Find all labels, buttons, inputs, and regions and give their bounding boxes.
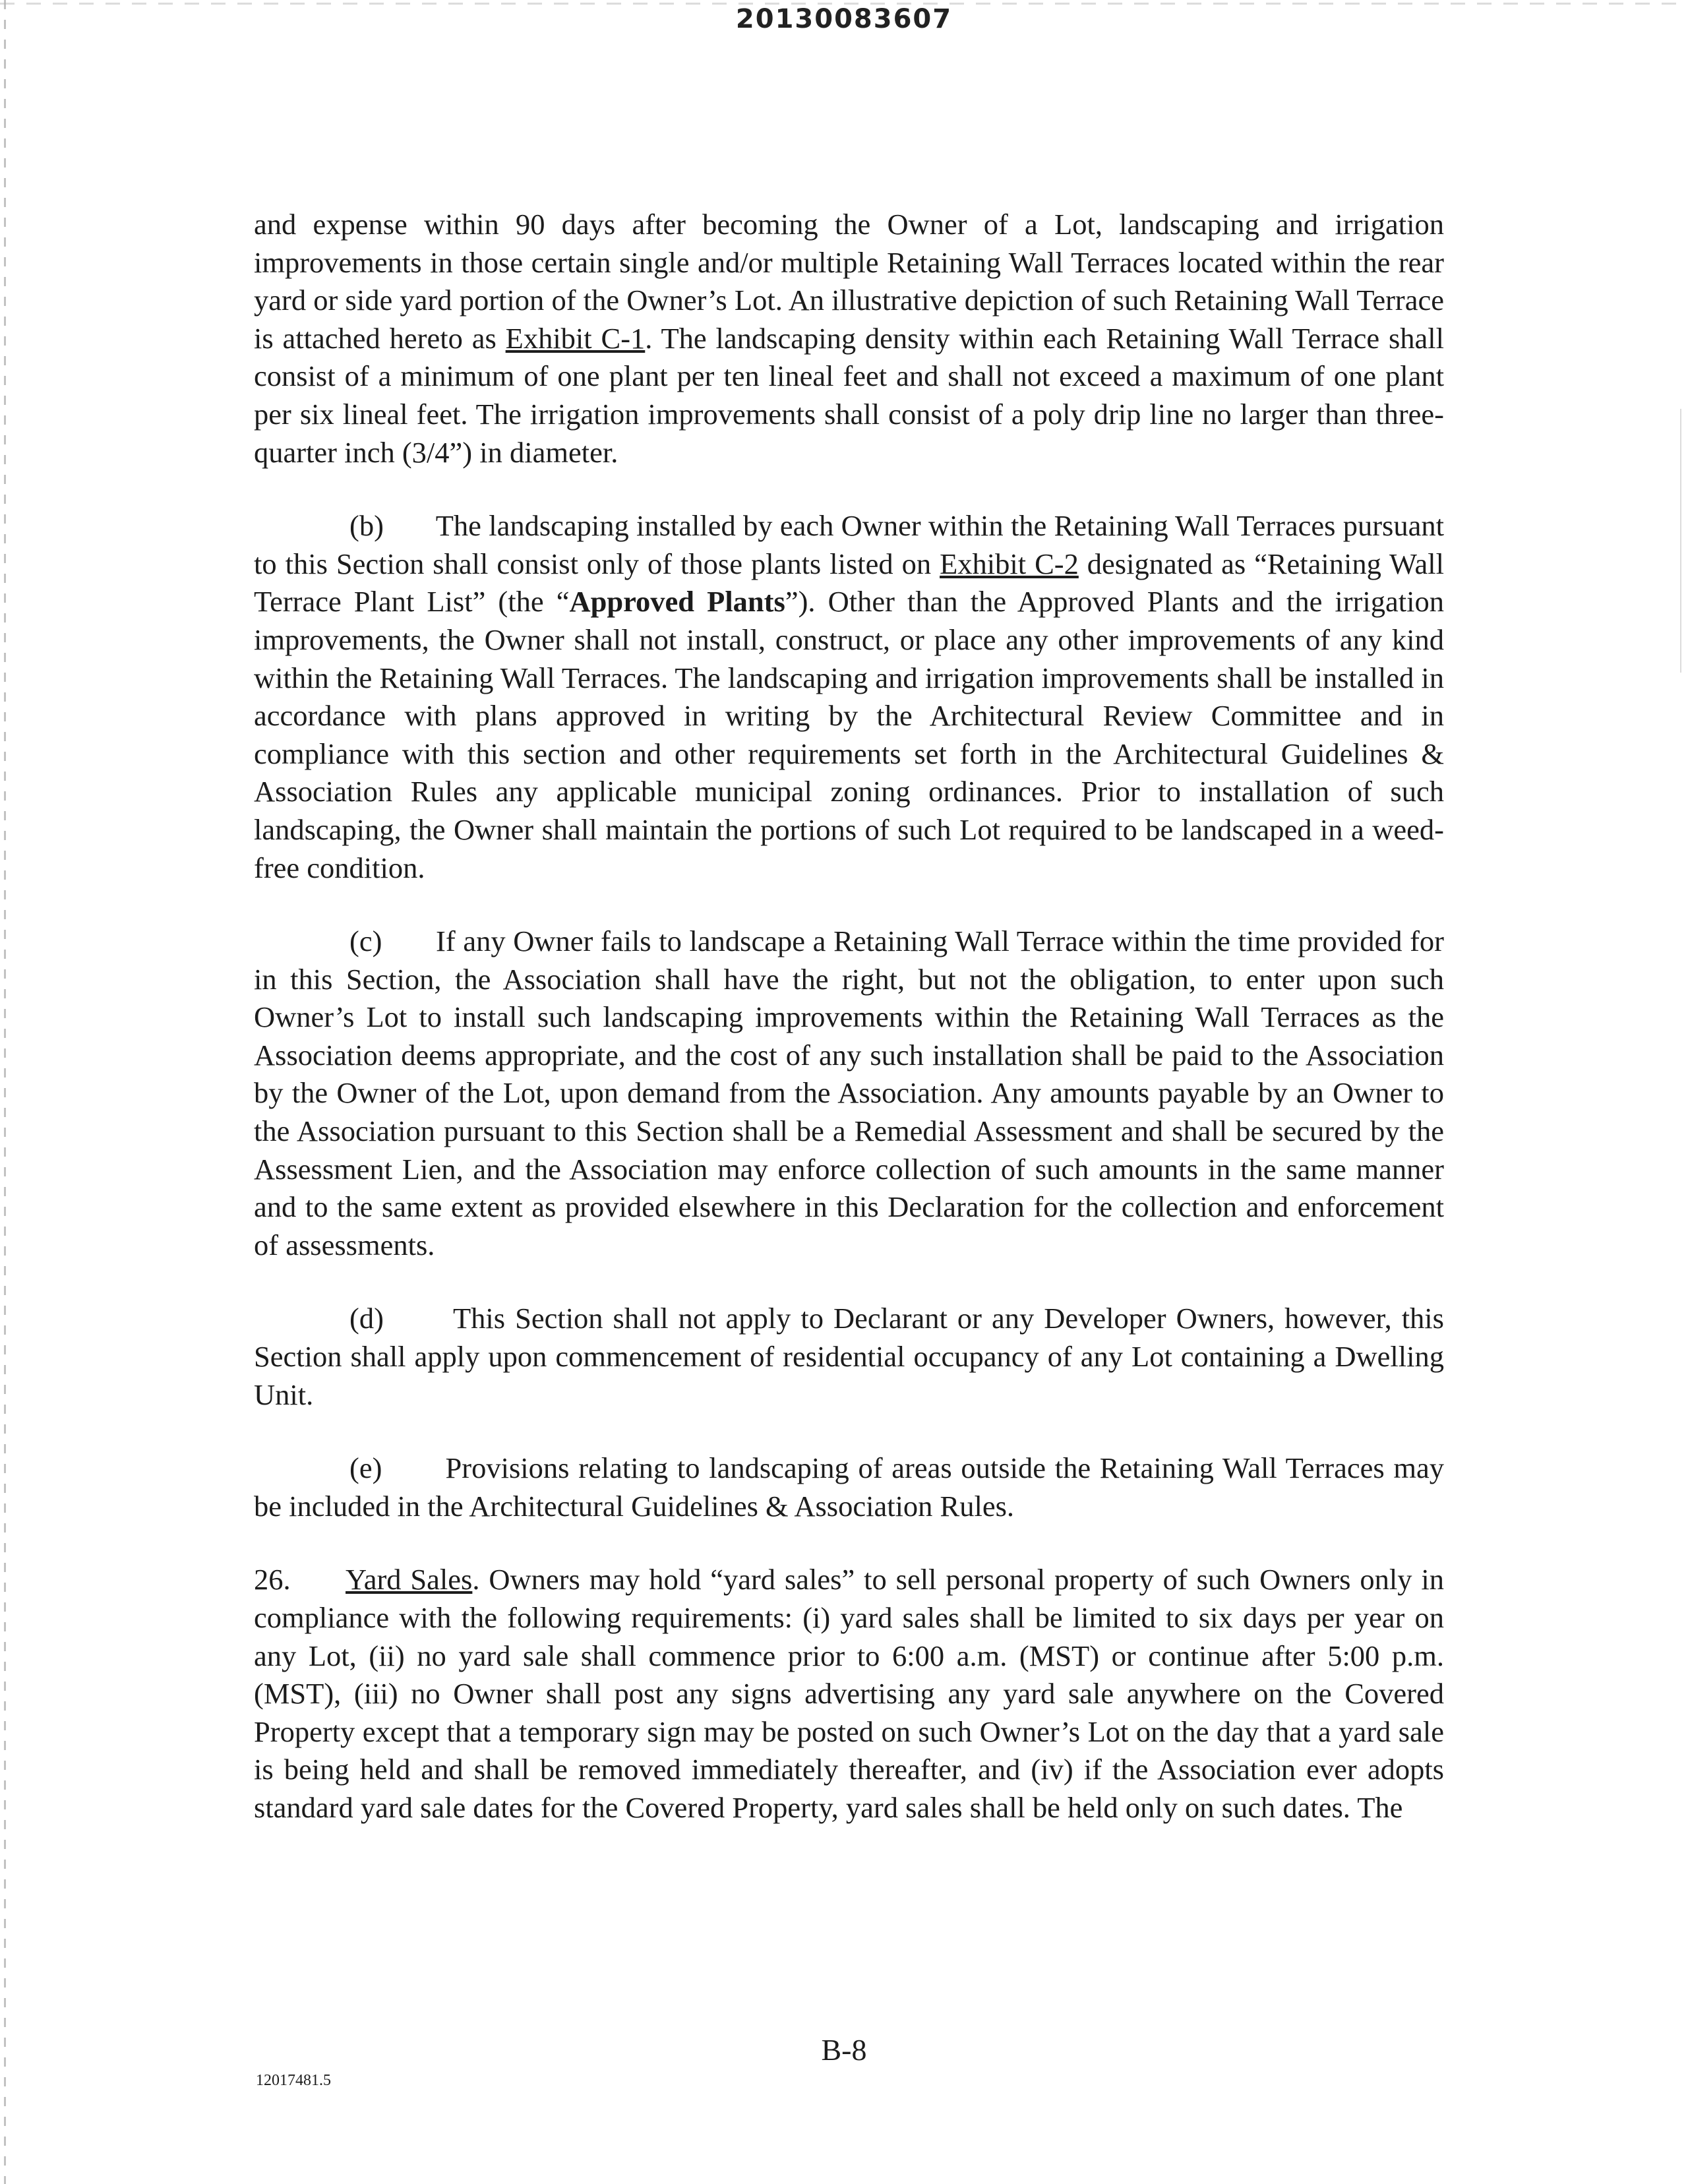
paragraph-c-text: If any Owner fails to landscape a Retaining Wall Terrace within the time provided for in this Section, the Association shall have the right, but not the obligation, to enter upon such Owner’s Lot to install such landscaping improvements within the Retaining Wall Terraces as the Association deems appropriate, and the cost of any such installation shall be paid to the Association by the Owner of the Lot, upon demand from the Association. Any amounts payable by an Owner to the Association pursuant to this Section shall be a Remedial Assessment and shall be secured by the Assessment Lien, and the Association may enforce collection of such amounts in the same manner and to the same extent as provided elsewhere in this Declaration for the collection and enforcement of assessments. — [254, 925, 1445, 1261]
paragraph-b-text-3: ”). Other than the Approved Plants and the irrigation improvements, the Owner shall not install, construct, or place any other improvements of any kind within the Retaining Wall Terraces. The landscaping and irrigation improvements shall be installed in accordance with plans approved in writing by the Architectural Review Committee and in compliance with this section and other requirements set forth in the Architectural Guidelines & Association Rules any applicable municipal zoning ordinances. Prior to installation of such landscaping, the Owner shall maintain the portions of such Lot required to be landscaped in a weed-free condition. — [254, 585, 1445, 884]
paragraph-e-label: (e) — [349, 1451, 382, 1485]
paragraph-d — [254, 1300, 1444, 1414]
exhibit-c2-reference: Exhibit C-2 — [940, 547, 1079, 580]
exhibit-c1-reference: Exhibit C-1 — [505, 321, 646, 355]
paragraph-c-label: (c) — [349, 925, 382, 958]
paragraph-d-label: (d) — [349, 1302, 384, 1335]
document-code: 12017481.5 — [256, 2072, 331, 2089]
document-body — [254, 206, 1444, 1863]
section-26-text: . Owners may hold “yard sales” to sell personal property of such Owners only in compliance with the following requirements: (i) yard sales shall be limited to six days per year on any Lot, (ii) no yard sale shall commence prior to 6:00 a.m. (MST) or continue after 5:00 p.m. (MST), (iii) no Owner shall post any signs advertising any yard sale anywhere on the Covered Property except that a temporary sign may be posted on such Owner’s Lot on the day that a yard sale is being held and shall be removed immediately thereafter, and (iv) if the Association ever adopts standard yard sale dates for the Covered Property, yard sales shall be held only on such dates. The — [254, 1563, 1445, 1824]
paragraph-a-text-2: . The landscaping density within each Retaining Wall Terrace shall consist of a minimum of one plant per ten lineal feet and shall not exceed a maximum of one plant per six lineal feet. The irrigation improvements shall consist of a poly drip line no larger than three-quarter inch (3/4”) in diameter. — [254, 321, 1444, 469]
page-number: B-8 — [821, 2033, 867, 2067]
section-26-number: 26. — [254, 1563, 291, 1596]
paragraph-a-text-1: and expense within 90 days after becoming the Owner of a Lot, landscaping and irrigation improvements in those certain single and/or multiple Retaining Wall Terraces located within the rear yard or side yard portion of the Owner’s Lot. An illustrative depiction of such Retaining Wall Terrace is attached hereto as — [254, 208, 1444, 355]
section-26 — [254, 1561, 1444, 1827]
paragraph-b — [254, 507, 1444, 887]
recording-number: 20130083607 — [735, 4, 953, 34]
paragraph-b-text-2: designated as “Retaining Wall Terrace Plant List” (the “ — [254, 547, 1444, 619]
scan-left-edge-artifact — [4, 0, 6, 2184]
paragraph-a-continuation — [254, 206, 1444, 471]
section-26-heading: Yard Sales — [346, 1563, 473, 1596]
paragraph-e-text: Provisions relating to landscaping of areas outside the Retaining Wall Terraces may be included in the Architectural Guidelines & Association Rules. — [254, 1451, 1444, 1523]
paragraph-b-text-1: The landscaping installed by each Owner within the Retaining Wall Terraces pursuant to this Section shall consist only of those plants listed on — [254, 509, 1444, 580]
paragraph-e — [254, 1449, 1444, 1525]
approved-plants-term: Approved Plants — [569, 585, 785, 619]
paragraph-d-text: This Section shall not apply to Declarant or any Developer Owners, however, this Section shall apply upon commencement of residential occupancy of any Lot containing a Dwelling Unit. — [254, 1302, 1444, 1411]
paragraph-c — [254, 923, 1444, 1264]
paragraph-b-label: (b) — [349, 509, 384, 543]
scan-right-edge-artifact — [1680, 409, 1681, 673]
